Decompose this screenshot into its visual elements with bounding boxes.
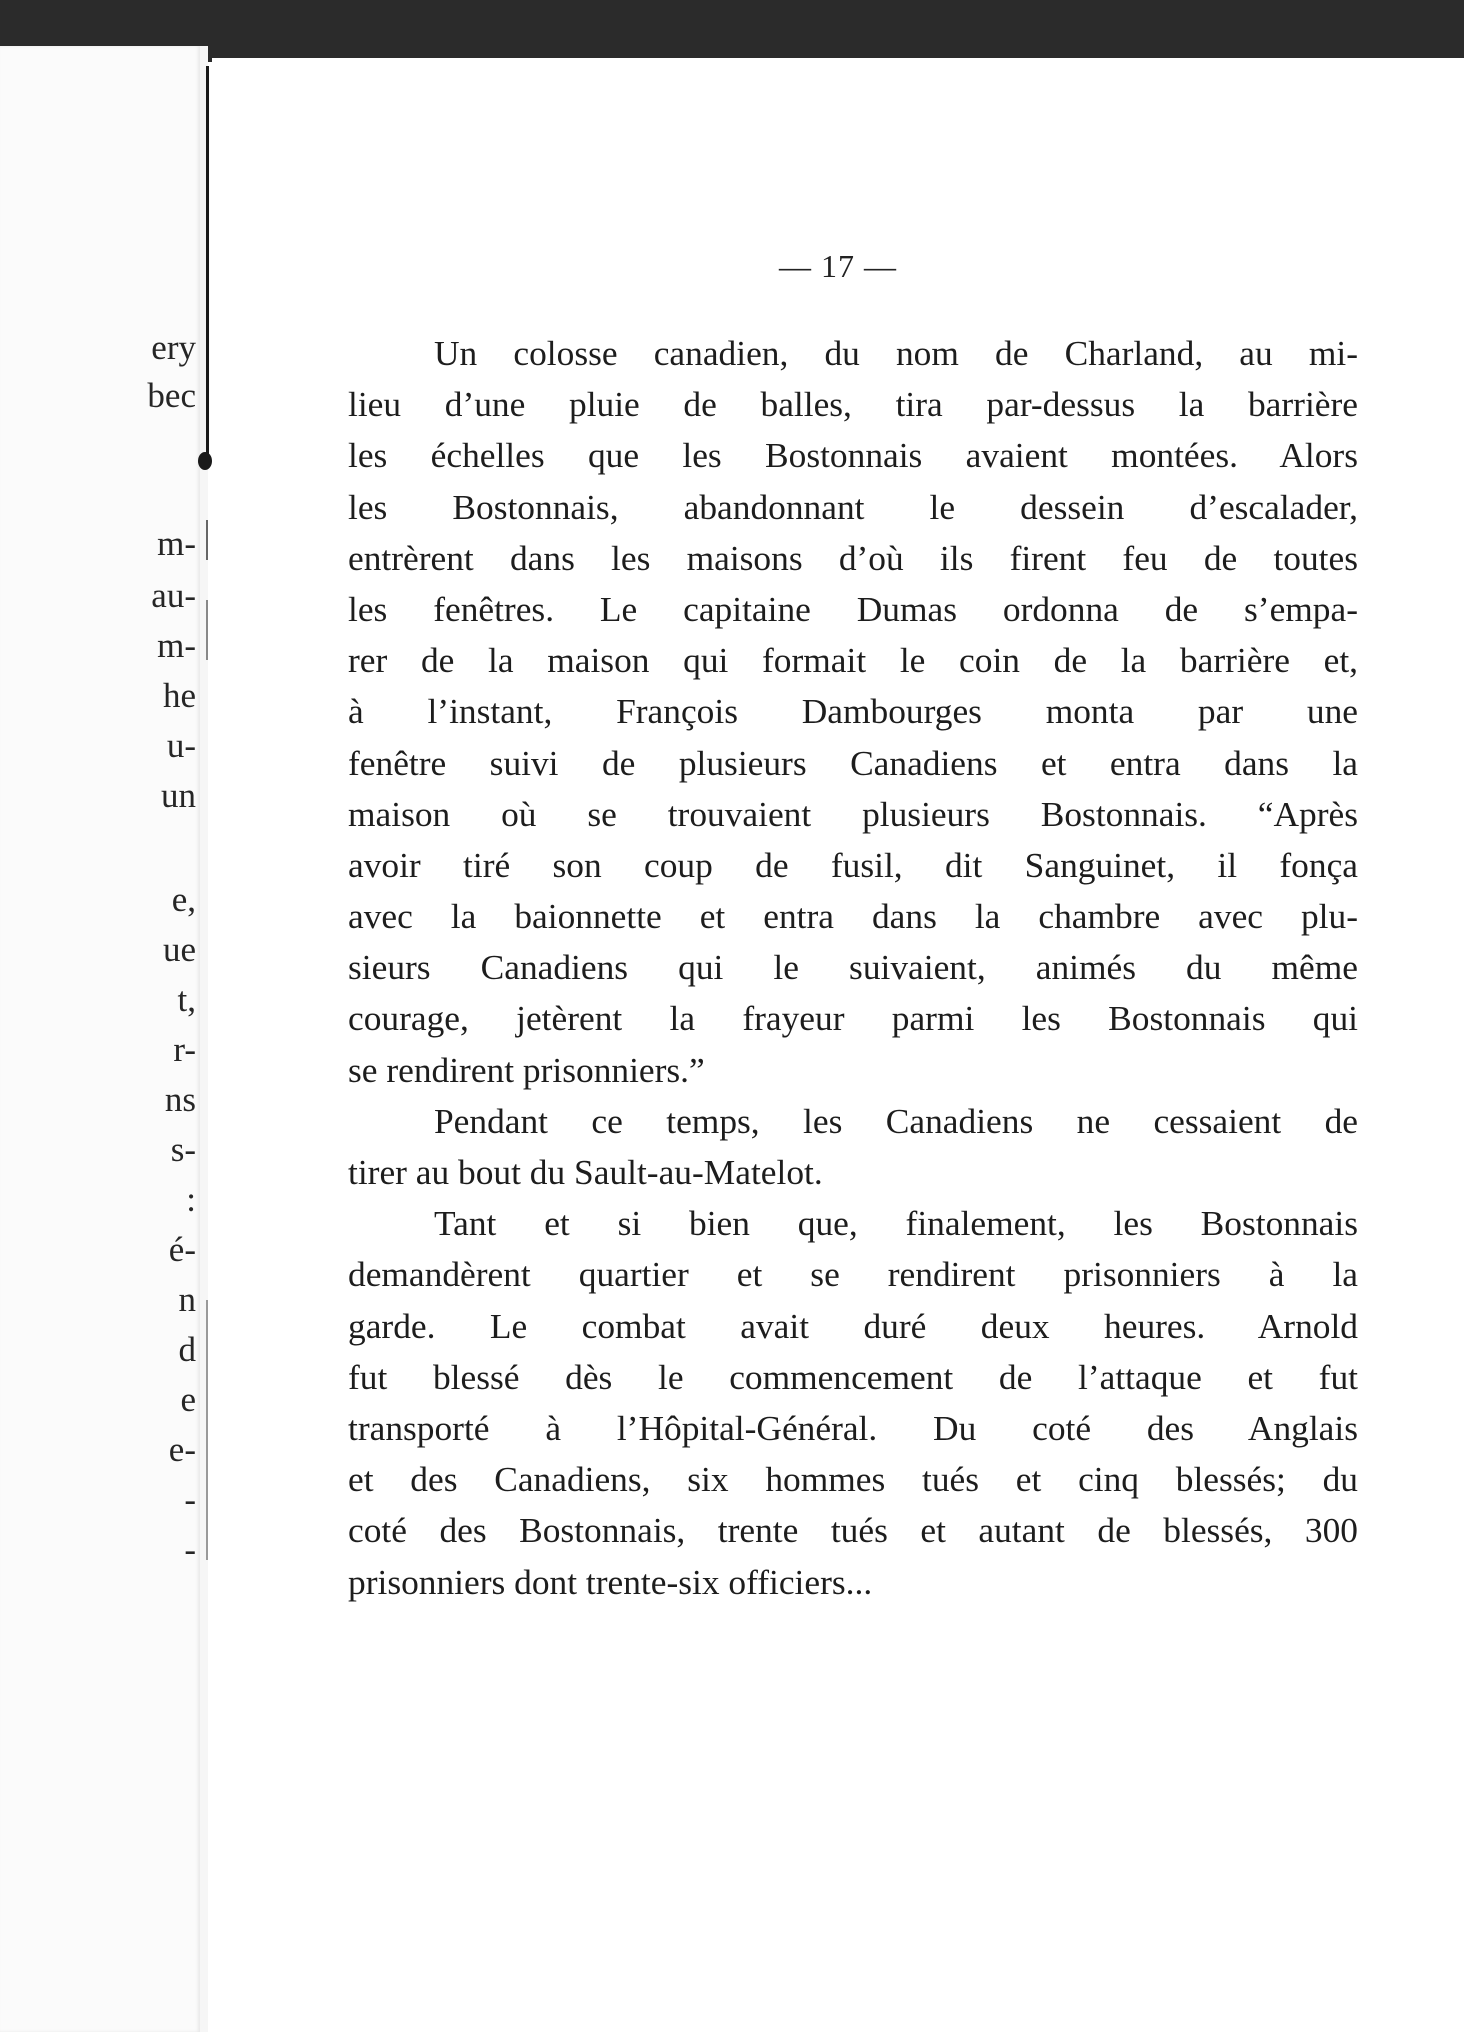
text-line: demandèrent quartier et se rendirent prisonniers à la (348, 1254, 1358, 1295)
text-line: coté des Bostonnais, trente tués et autant de blessés, 300 (348, 1510, 1358, 1551)
left-page (0, 46, 208, 2032)
left-page-fragment: he (162, 676, 196, 715)
text-line: fut blessé dès le commencement de l’attaque et fut (348, 1356, 1358, 1397)
text-line: maison où se trouvaient plusieurs Bostonnais. “Après (348, 793, 1358, 834)
gutter-line (206, 66, 209, 462)
text-line: les échelles que les Bostonnais avaient montées. Alors (348, 435, 1358, 476)
left-page-fragment: un (161, 776, 196, 815)
paragraph (348, 1096, 1358, 1198)
text-line: à l’instant, François Dambourges monta par une (348, 691, 1358, 732)
text-line: avoir tiré son coup de fusil, dit Sanguinet, il fonça (348, 844, 1358, 885)
left-page-fragment: - (184, 1480, 196, 1519)
paragraph (348, 328, 1358, 1096)
left-page-fragment: ns (164, 1080, 196, 1119)
text-line: Un colosse canadien, du nom de Charland, au mi- (434, 333, 1358, 373)
gutter-line (206, 520, 208, 560)
left-page-fragment: s- (170, 1130, 196, 1169)
paragraph (348, 1198, 1358, 1608)
left-page-fragment: bec (147, 376, 196, 415)
left-page-fragment: e (180, 1380, 196, 1419)
gutter-line (206, 600, 208, 660)
text-line: Tant et si bien que, finalement, les Bostonnais (434, 1203, 1358, 1244)
text-line: transporté à l’Hôpital-Général. Du coté des Anglais (348, 1407, 1358, 1448)
left-page-fragment: m- (157, 626, 196, 665)
left-page-fragment: ery (151, 328, 196, 367)
text-line: rer de la maison qui formait le coin de la barrière et, (348, 640, 1358, 681)
left-page-fragment: : (186, 1180, 196, 1219)
left-page-fragment: au- (151, 576, 196, 615)
left-page-fragment: t, (177, 980, 196, 1019)
text-line: prisonniers dont trente-six officiers... (348, 1561, 873, 1602)
text-line: fenêtre suivi de plusieurs Canadiens et entra dans la (348, 742, 1358, 783)
text-line: Pendant ce temps, les Canadiens ne cessaient de (434, 1100, 1358, 1141)
page-number: — 17 — (779, 248, 897, 284)
right-page (212, 58, 1464, 2032)
left-page-fragment: u- (166, 726, 196, 765)
left-page-fragment: e, (171, 880, 196, 919)
left-page-fragment: d (178, 1330, 196, 1369)
text-line: courage, jetèrent la frayeur parmi les Bostonnais qui (348, 998, 1358, 1039)
gutter-mark (198, 452, 212, 470)
left-page-fragment: - (184, 1530, 196, 1569)
left-page-fragment: e- (168, 1430, 196, 1469)
text-line: lieu d’une pluie de balles, tira par-dessus la barrière (348, 384, 1358, 425)
text-line: et des Canadiens, six hommes tués et cinq blessés; du (348, 1459, 1358, 1500)
text-line: sieurs Canadiens qui le suivaient, animés du même (348, 947, 1358, 988)
text-line: se rendirent prisonniers.” (348, 1049, 705, 1090)
left-page-fragment: r- (173, 1030, 196, 1069)
scanner-top-band (0, 0, 1464, 62)
text-line: avec la baionnette et entra dans la chambre avec plu- (348, 896, 1358, 937)
left-page-fragment: ue (162, 930, 196, 969)
text-line: entrèrent dans les maisons d’où ils firent feu de toutes (348, 537, 1358, 578)
left-page-fragment: n (178, 1280, 196, 1319)
text-line: tirer au bout du Sault-au-Matelot. (348, 1152, 823, 1192)
gutter-line (206, 1300, 208, 1560)
text-line: garde. Le combat avait duré deux heures. Arnold (348, 1305, 1358, 1346)
text-line: les fenêtres. Le capitaine Dumas ordonna de s’empa- (348, 588, 1358, 629)
page-text (348, 328, 1358, 1608)
left-page-fragment: m- (157, 524, 196, 563)
left-page-fragment: é- (168, 1230, 196, 1269)
text-line: les Bostonnais, abandonnant le dessein d’escalader, (348, 486, 1358, 527)
